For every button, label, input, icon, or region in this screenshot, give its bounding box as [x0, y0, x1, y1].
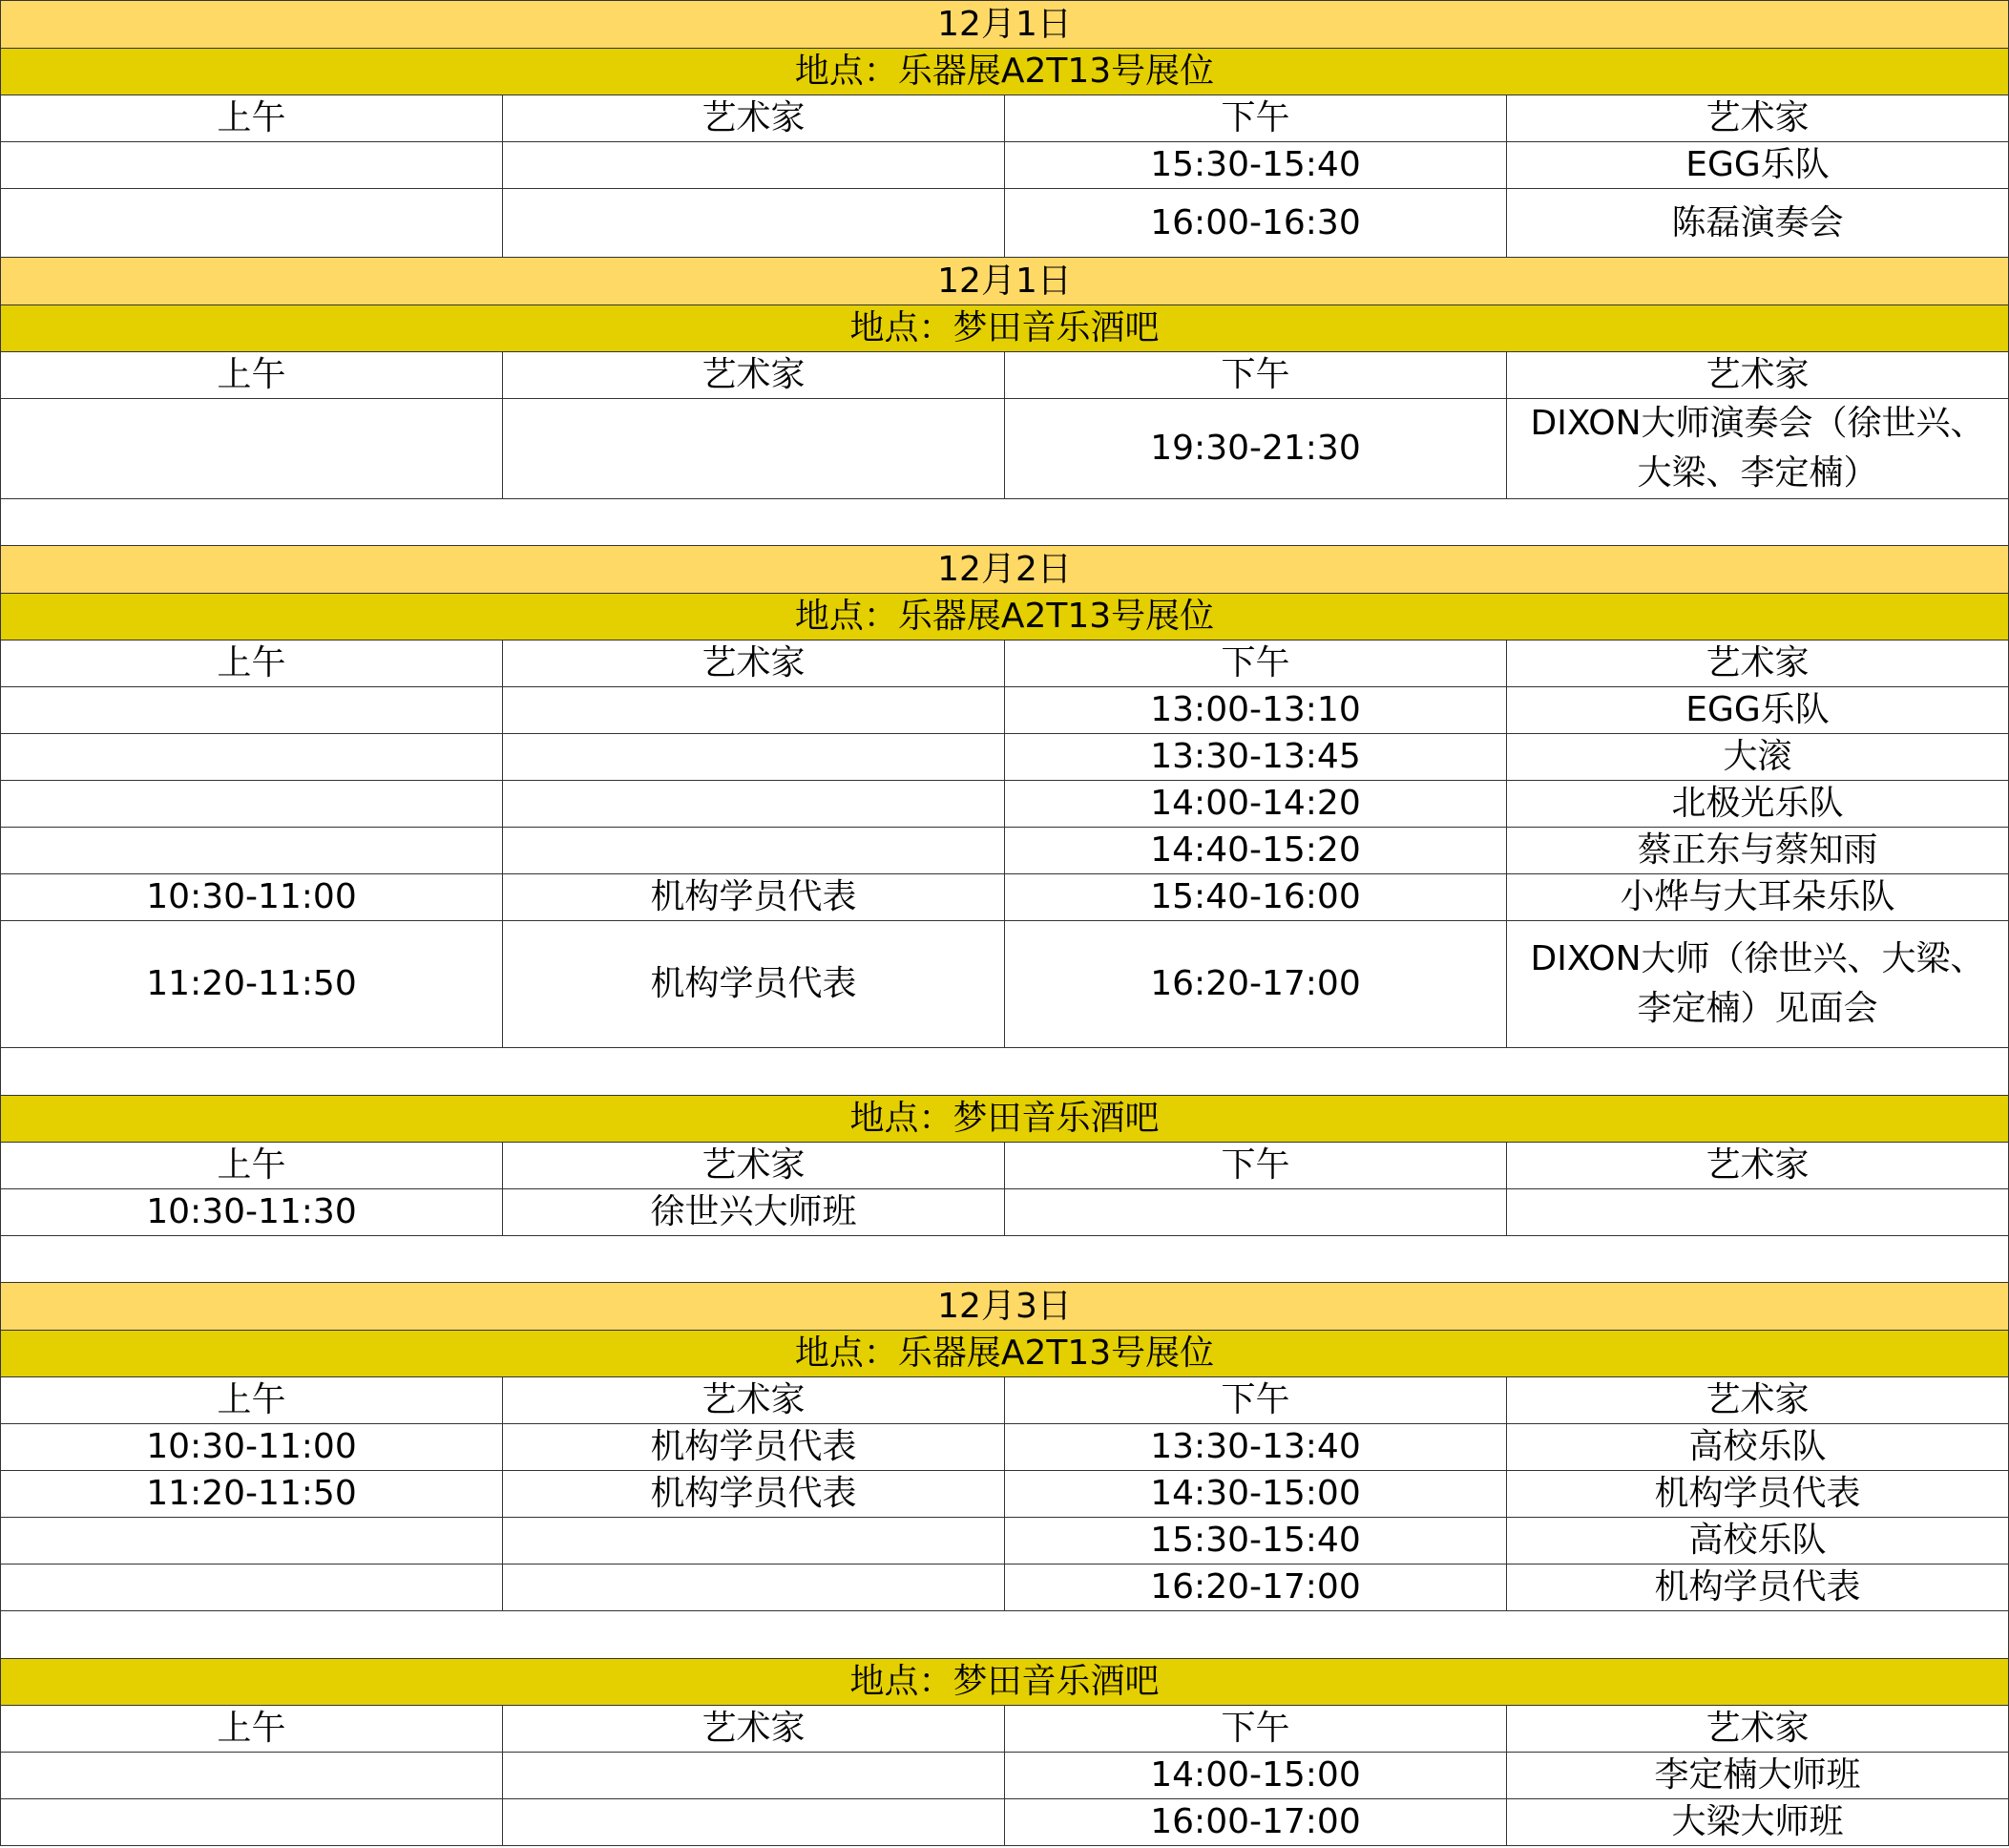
- schedule-row: [1, 874, 2009, 921]
- column-header-row: [1, 1143, 2009, 1189]
- venue-row: [1, 1659, 2009, 1706]
- venue-row: [1, 594, 2009, 640]
- afternoon-artist-cell: 大梁大师班: [1507, 1799, 2009, 1846]
- spacer-cell: [1, 1048, 2009, 1096]
- artist-header: 艺术家: [503, 352, 1005, 399]
- afternoon-artist-cell: 蔡正东与蔡知雨: [1507, 828, 2009, 874]
- artist-header: 艺术家: [1507, 1143, 2009, 1189]
- schedule-row: [1, 1189, 2009, 1236]
- spacer-cell: [1, 1236, 2009, 1283]
- artist-header: 艺术家: [503, 1706, 1005, 1753]
- schedule-row: [1, 1424, 2009, 1471]
- afternoon-header: 下午: [1005, 95, 1507, 142]
- schedule-row: [1, 189, 2009, 258]
- morning-header: 上午: [1, 1377, 503, 1424]
- morning-time-cell: [1, 781, 503, 828]
- afternoon-header: 下午: [1005, 352, 1507, 399]
- morning-time-cell: [1, 1518, 503, 1564]
- spacer-row: [1, 499, 2009, 546]
- afternoon-time-cell: 13:30-13:45: [1005, 734, 1507, 781]
- afternoon-time-cell: 15:40-16:00: [1005, 874, 1507, 921]
- afternoon-time-cell: 16:20-17:00: [1005, 921, 1507, 1048]
- afternoon-artist-cell: 李定楠大师班: [1507, 1753, 2009, 1799]
- morning-header: 上午: [1, 640, 503, 687]
- artist-header: 艺术家: [503, 1377, 1005, 1424]
- afternoon-time-cell: 15:30-15:40: [1005, 142, 1507, 189]
- afternoon-time-cell: 14:40-15:20: [1005, 828, 1507, 874]
- morning-artist-cell: [503, 687, 1005, 734]
- afternoon-time-cell: 14:30-15:00: [1005, 1471, 1507, 1518]
- venue-row: [1, 305, 2009, 352]
- artist-header: 艺术家: [1507, 1377, 2009, 1424]
- afternoon-time-cell: 14:00-14:20: [1005, 781, 1507, 828]
- venue-heading: 地点：梦田音乐酒吧: [1, 1096, 2009, 1143]
- morning-time-cell: [1, 1564, 503, 1611]
- afternoon-artist-cell: DIXON大师演奏会（徐世兴、大梁、李定楠）: [1507, 399, 2009, 499]
- morning-time-cell: 10:30-11:00: [1, 1424, 503, 1471]
- morning-time-cell: [1, 1753, 503, 1799]
- venue-heading: 地点：梦田音乐酒吧: [1, 1659, 2009, 1706]
- venue-row: [1, 1331, 2009, 1377]
- morning-time-cell: 11:20-11:50: [1, 921, 503, 1048]
- morning-artist-cell: 机构学员代表: [503, 1471, 1005, 1518]
- morning-time-cell: 10:30-11:00: [1, 874, 503, 921]
- schedule-row: [1, 1471, 2009, 1518]
- morning-artist-cell: [503, 1799, 1005, 1846]
- schedule-row: [1, 921, 2009, 1048]
- date-heading: 12月1日: [1, 258, 2009, 305]
- date-row: [1, 546, 2009, 594]
- schedule-row: [1, 1518, 2009, 1564]
- schedule-row: [1, 687, 2009, 734]
- afternoon-header: 下午: [1005, 1143, 1507, 1189]
- date-heading: 12月1日: [1, 1, 2009, 49]
- afternoon-artist-cell: EGG乐队: [1507, 687, 2009, 734]
- artist-header: 艺术家: [1507, 95, 2009, 142]
- afternoon-artist-cell: 机构学员代表: [1507, 1564, 2009, 1611]
- afternoon-time-cell: [1005, 1189, 1507, 1236]
- schedule-row: [1, 734, 2009, 781]
- morning-artist-cell: [503, 189, 1005, 258]
- afternoon-time-cell: 19:30-21:30: [1005, 399, 1507, 499]
- afternoon-artist-cell: 北极光乐队: [1507, 781, 2009, 828]
- morning-artist-cell: [503, 1753, 1005, 1799]
- afternoon-artist-cell: EGG乐队: [1507, 142, 2009, 189]
- afternoon-header: 下午: [1005, 640, 1507, 687]
- date-row: [1, 1283, 2009, 1331]
- spacer-row: [1, 1236, 2009, 1283]
- schedule-row: [1, 781, 2009, 828]
- morning-artist-cell: [503, 142, 1005, 189]
- morning-time-cell: 11:20-11:50: [1, 1471, 503, 1518]
- afternoon-artist-cell: [1507, 1189, 2009, 1236]
- afternoon-time-cell: 16:20-17:00: [1005, 1564, 1507, 1611]
- date-row: [1, 258, 2009, 305]
- afternoon-header: 下午: [1005, 1377, 1507, 1424]
- afternoon-time-cell: 16:00-16:30: [1005, 189, 1507, 258]
- afternoon-time-cell: 13:00-13:10: [1005, 687, 1507, 734]
- afternoon-artist-cell: DIXON大师（徐世兴、大梁、李定楠）见面会: [1507, 921, 2009, 1048]
- column-header-row: [1, 95, 2009, 142]
- morning-time-cell: [1, 142, 503, 189]
- afternoon-time-cell: 13:30-13:40: [1005, 1424, 1507, 1471]
- morning-time-cell: [1, 687, 503, 734]
- afternoon-time-cell: 16:00-17:00: [1005, 1799, 1507, 1846]
- morning-time-cell: [1, 734, 503, 781]
- artist-header: 艺术家: [503, 640, 1005, 687]
- venue-heading: 地点：乐器展A2T13号展位: [1, 594, 2009, 640]
- morning-artist-cell: 机构学员代表: [503, 921, 1005, 1048]
- column-header-row: [1, 1377, 2009, 1424]
- morning-artist-cell: [503, 1518, 1005, 1564]
- morning-artist-cell: [503, 828, 1005, 874]
- venue-heading: 地点：梦田音乐酒吧: [1, 305, 2009, 352]
- schedule-row: [1, 1799, 2009, 1846]
- column-header-row: [1, 352, 2009, 399]
- morning-header: 上午: [1, 1143, 503, 1189]
- venue-heading: 地点：乐器展A2T13号展位: [1, 1331, 2009, 1377]
- artist-header: 艺术家: [503, 95, 1005, 142]
- morning-artist-cell: [503, 781, 1005, 828]
- afternoon-artist-cell: 大滚: [1507, 734, 2009, 781]
- schedule-row: [1, 1564, 2009, 1611]
- morning-time-cell: [1, 399, 503, 499]
- morning-artist-cell: 机构学员代表: [503, 1424, 1005, 1471]
- date-row: [1, 1, 2009, 49]
- spacer-row: [1, 1611, 2009, 1659]
- venue-heading: 地点：乐器展A2T13号展位: [1, 49, 2009, 95]
- spacer-row: [1, 1048, 2009, 1096]
- morning-header: 上午: [1, 95, 503, 142]
- morning-header: 上午: [1, 1706, 503, 1753]
- venue-row: [1, 49, 2009, 95]
- morning-time-cell: [1, 828, 503, 874]
- schedule-body: [1, 1, 2009, 1846]
- morning-artist-cell: 机构学员代表: [503, 874, 1005, 921]
- morning-time-cell: [1, 1799, 503, 1846]
- afternoon-time-cell: 14:00-15:00: [1005, 1753, 1507, 1799]
- morning-artist-cell: 徐世兴大师班: [503, 1189, 1005, 1236]
- afternoon-artist-cell: 机构学员代表: [1507, 1471, 2009, 1518]
- spacer-cell: [1, 1611, 2009, 1659]
- afternoon-artist-cell: 高校乐队: [1507, 1518, 2009, 1564]
- morning-artist-cell: [503, 1564, 1005, 1611]
- morning-artist-cell: [503, 399, 1005, 499]
- afternoon-header: 下午: [1005, 1706, 1507, 1753]
- venue-row: [1, 1096, 2009, 1143]
- afternoon-time-cell: 15:30-15:40: [1005, 1518, 1507, 1564]
- artist-header: 艺术家: [503, 1143, 1005, 1189]
- date-heading: 12月2日: [1, 546, 2009, 594]
- column-header-row: [1, 1706, 2009, 1753]
- afternoon-artist-cell: 高校乐队: [1507, 1424, 2009, 1471]
- artist-header: 艺术家: [1507, 640, 2009, 687]
- morning-time-cell: 10:30-11:30: [1, 1189, 503, 1236]
- afternoon-artist-cell: 陈磊演奏会: [1507, 189, 2009, 258]
- afternoon-artist-cell: 小烨与大耳朵乐队: [1507, 874, 2009, 921]
- artist-header: 艺术家: [1507, 352, 2009, 399]
- schedule-row: [1, 828, 2009, 874]
- schedule-row: [1, 399, 2009, 499]
- column-header-row: [1, 640, 2009, 687]
- morning-time-cell: [1, 189, 503, 258]
- schedule-row: [1, 142, 2009, 189]
- morning-artist-cell: [503, 734, 1005, 781]
- date-heading: 12月3日: [1, 1283, 2009, 1331]
- spacer-cell: [1, 499, 2009, 546]
- schedule-row: [1, 1753, 2009, 1799]
- morning-header: 上午: [1, 352, 503, 399]
- artist-header: 艺术家: [1507, 1706, 2009, 1753]
